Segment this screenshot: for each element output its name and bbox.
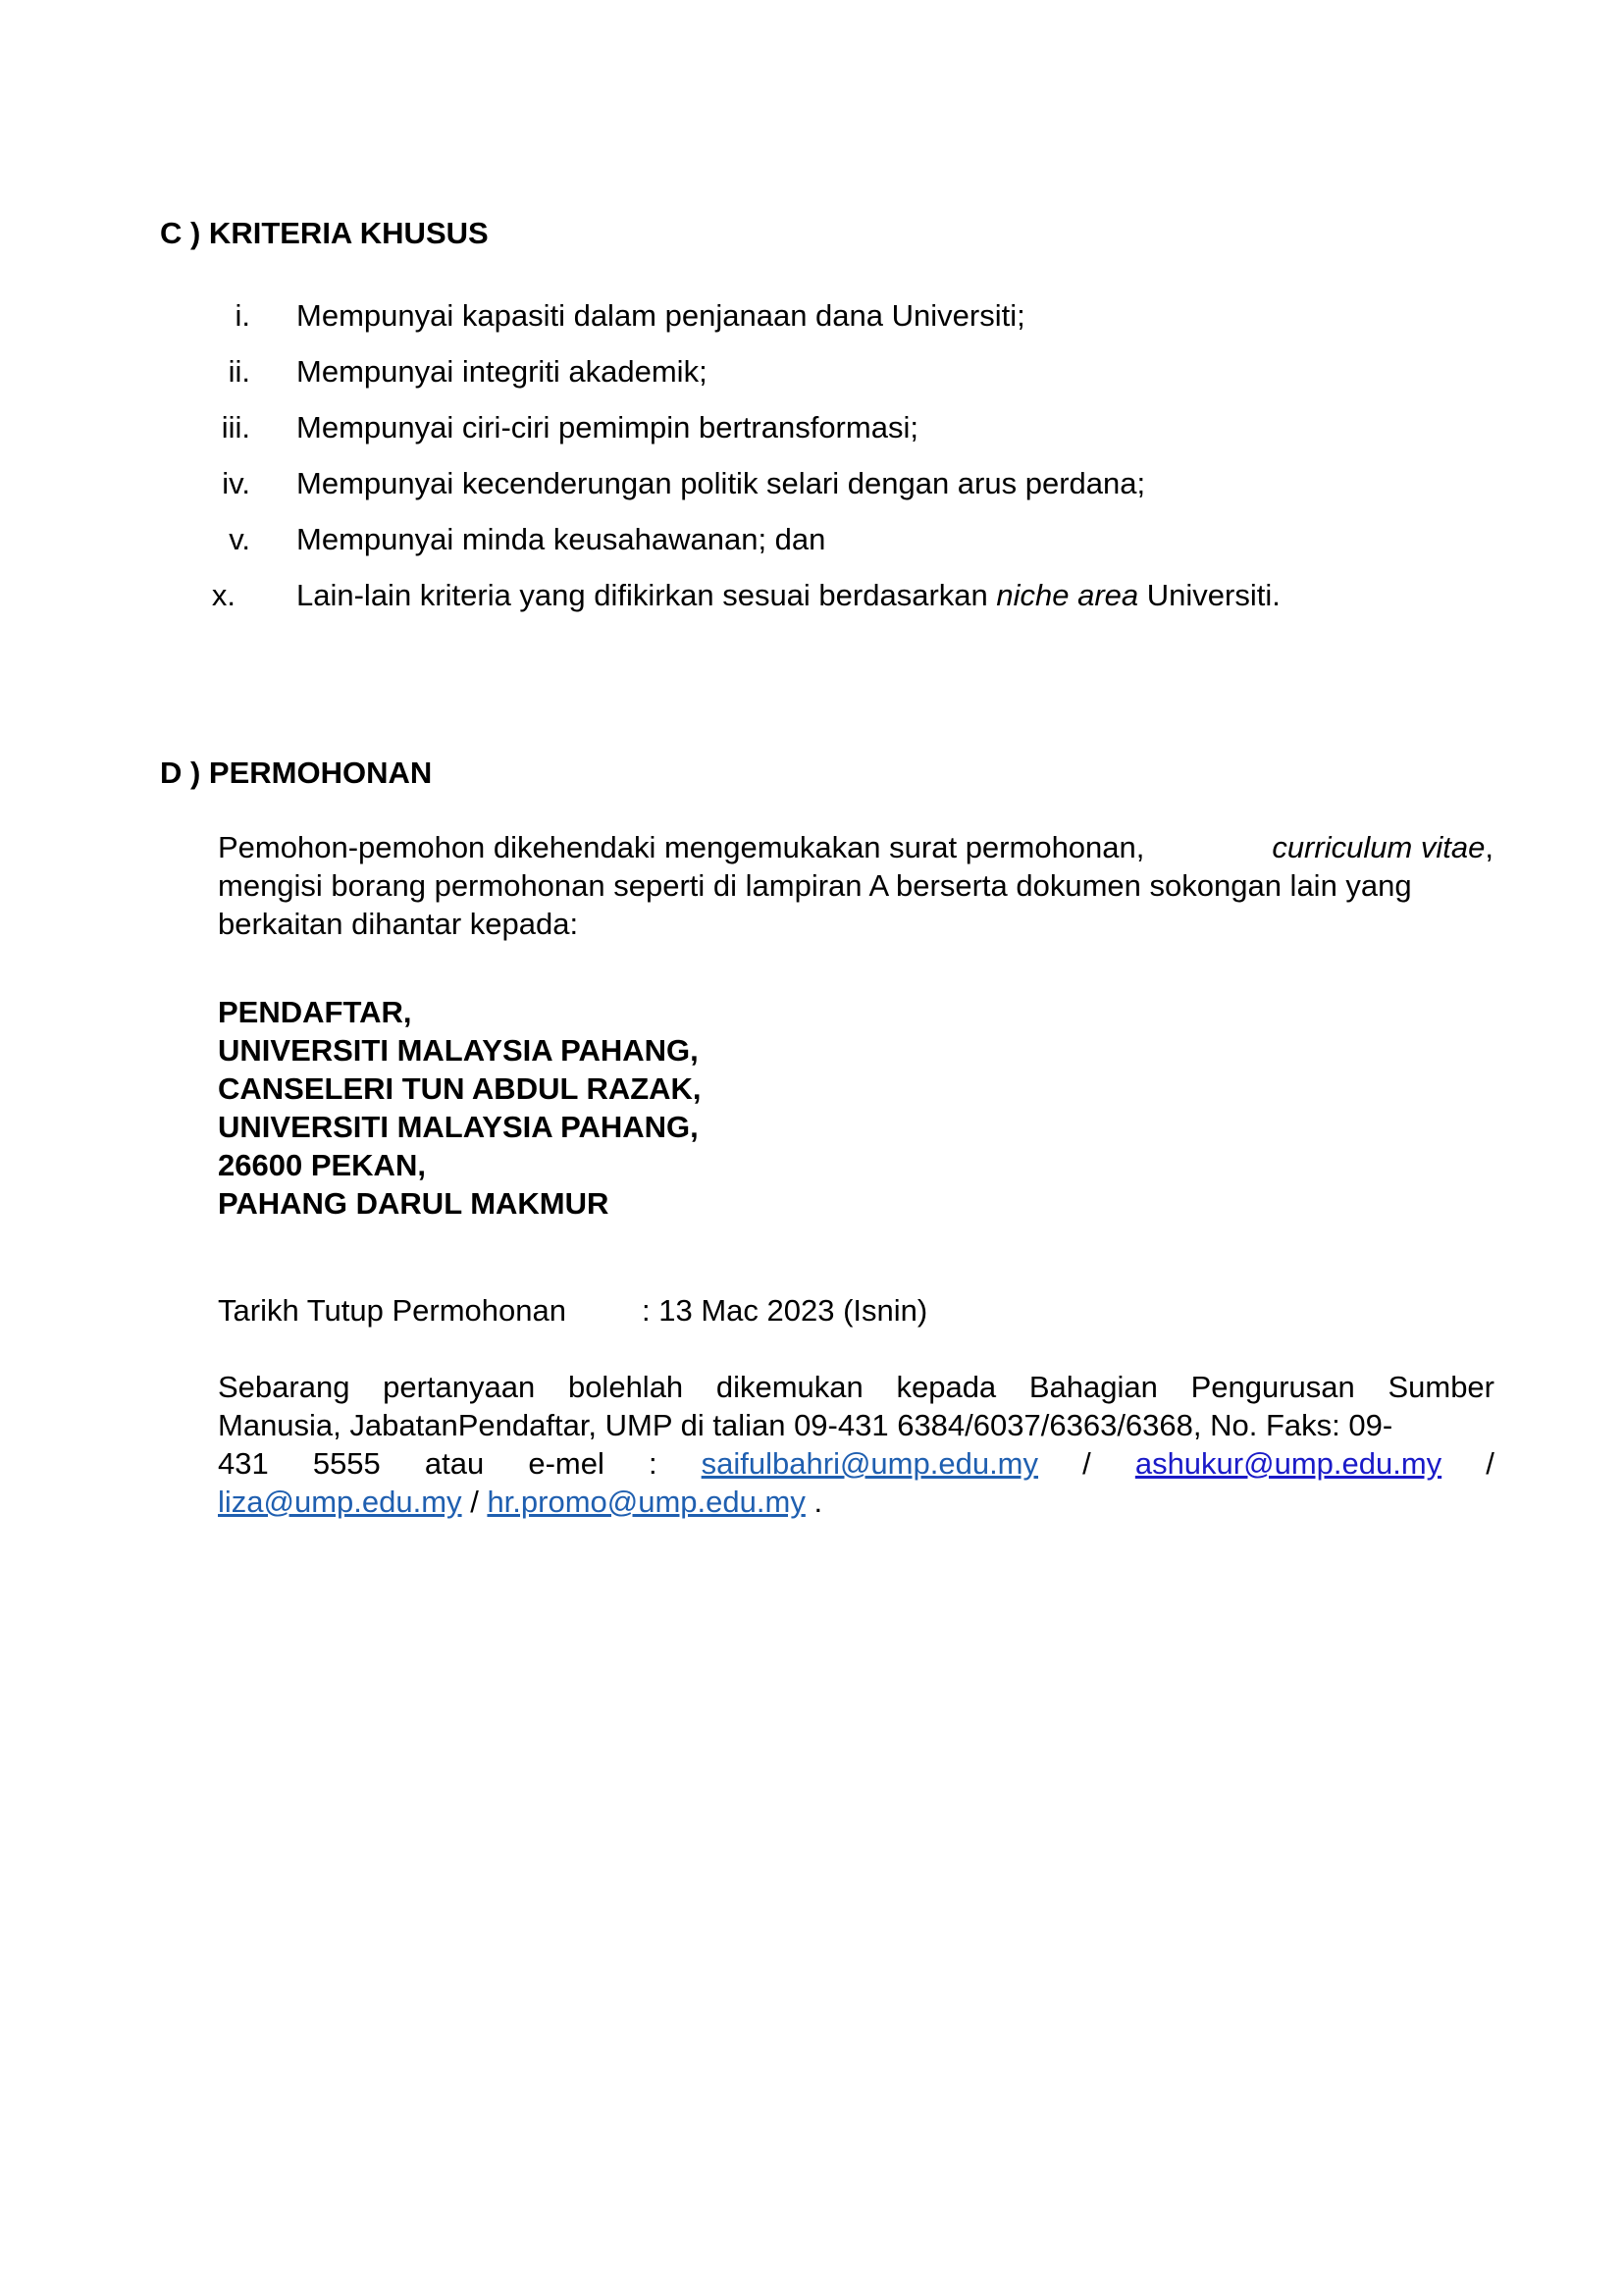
item-text: Mempunyai minda keusahawanan; dan xyxy=(296,522,826,556)
item-text-before: Lain-lain kriteria yang difikirkan sesuai berdasarkan xyxy=(296,578,997,612)
item-text xyxy=(296,576,1281,615)
item-number: ii. xyxy=(228,354,250,389)
section-c-heading: C ) KRITERIA KHUSUS xyxy=(160,216,489,250)
section-d-heading: D ) PERMOHONAN xyxy=(160,756,433,790)
item-text: Mempunyai ciri-ciri pemimpin bertransformasi; xyxy=(296,410,918,444)
contact-line xyxy=(218,1483,1494,1521)
word: Sebarang xyxy=(218,1370,350,1404)
intro-italic-wrap xyxy=(1272,828,1493,866)
separator: / xyxy=(1082,1446,1091,1481)
address-line: 26600 PEKAN, xyxy=(218,1148,426,1182)
address-line: PAHANG DARUL MAKMUR xyxy=(218,1186,609,1221)
item-number: x. xyxy=(211,578,236,612)
word: 5555 xyxy=(312,1446,381,1481)
email-link-ashukur[interactable]: ashukur@ump.edu.my xyxy=(1134,1446,1442,1481)
separator: / xyxy=(1486,1446,1494,1481)
item-text: Mempunyai kapasiti dalam penjanaan dana Universiti; xyxy=(296,298,1025,333)
item-text-italic: niche area xyxy=(996,578,1139,612)
address-line: CANSELERI TUN ABDUL RAZAK, xyxy=(218,1071,702,1106)
address-line: UNIVERSITI MALAYSIA PAHANG, xyxy=(218,1110,699,1144)
address-line: PENDAFTAR, xyxy=(218,995,412,1029)
item-text-after: Universiti. xyxy=(1138,578,1281,612)
intro-line: mengisi borang permohonan seperti di lampiran A berserta dokumen sokongan lain yang xyxy=(218,868,1412,903)
word: : xyxy=(648,1446,657,1481)
word: atau xyxy=(424,1446,485,1481)
closing-date-label: Tarikh Tutup Permohonan xyxy=(218,1293,566,1328)
email-link-hr-promo[interactable]: hr.promo@ump.edu.my xyxy=(487,1485,806,1519)
word: pertanyaan xyxy=(383,1370,536,1404)
word: bolehlah xyxy=(567,1370,684,1404)
word: e-mel xyxy=(528,1446,604,1481)
address-block xyxy=(218,993,702,1223)
intro-part: Pemohon-pemohon dikehendaki mengemukakan surat permohonan, xyxy=(218,830,1145,864)
word: Sumber xyxy=(1388,1370,1494,1404)
contact-line: Manusia, JabatanPendaftar, UMP di talian 09-431 6384/6037/6363/6368, No. Faks: 09- xyxy=(218,1408,1393,1442)
period: . xyxy=(813,1485,823,1519)
word: 431 xyxy=(218,1446,269,1481)
contact-line xyxy=(218,1444,1494,1483)
word: Bahagian xyxy=(1028,1370,1158,1404)
closing-date-value: : 13 Mac 2023 (Isnin) xyxy=(642,1293,928,1328)
item-text: Mempunyai integriti akademik; xyxy=(296,354,707,389)
closing-date xyxy=(218,1293,928,1329)
email-link-liza[interactable]: liza@ump.edu.my xyxy=(218,1485,462,1519)
intro-line: berkaitan dihantar kepada: xyxy=(218,907,579,941)
contact-paragraph xyxy=(218,1368,1494,1521)
word: Pengurusan xyxy=(1190,1370,1355,1404)
word: dikemukan xyxy=(715,1370,864,1404)
intro-line xyxy=(218,828,1493,866)
item-number: v. xyxy=(229,522,250,556)
word: kepada xyxy=(896,1370,997,1404)
intro-paragraph xyxy=(218,828,1493,943)
separator: / xyxy=(470,1485,479,1519)
intro-italic: curriculum vitae xyxy=(1272,830,1486,864)
intro-comma: , xyxy=(1485,830,1493,864)
item-text: Mempunyai kecenderungan politik selari dengan arus perdana; xyxy=(296,466,1146,500)
item-number: iii. xyxy=(221,410,250,444)
item-number: iv. xyxy=(222,466,250,500)
email-link-saifulbahri[interactable]: saifulbahri@ump.edu.my xyxy=(701,1446,1039,1481)
contact-line xyxy=(218,1368,1494,1406)
item-number: i. xyxy=(235,298,250,333)
address-line: UNIVERSITI MALAYSIA PAHANG, xyxy=(218,1033,699,1068)
